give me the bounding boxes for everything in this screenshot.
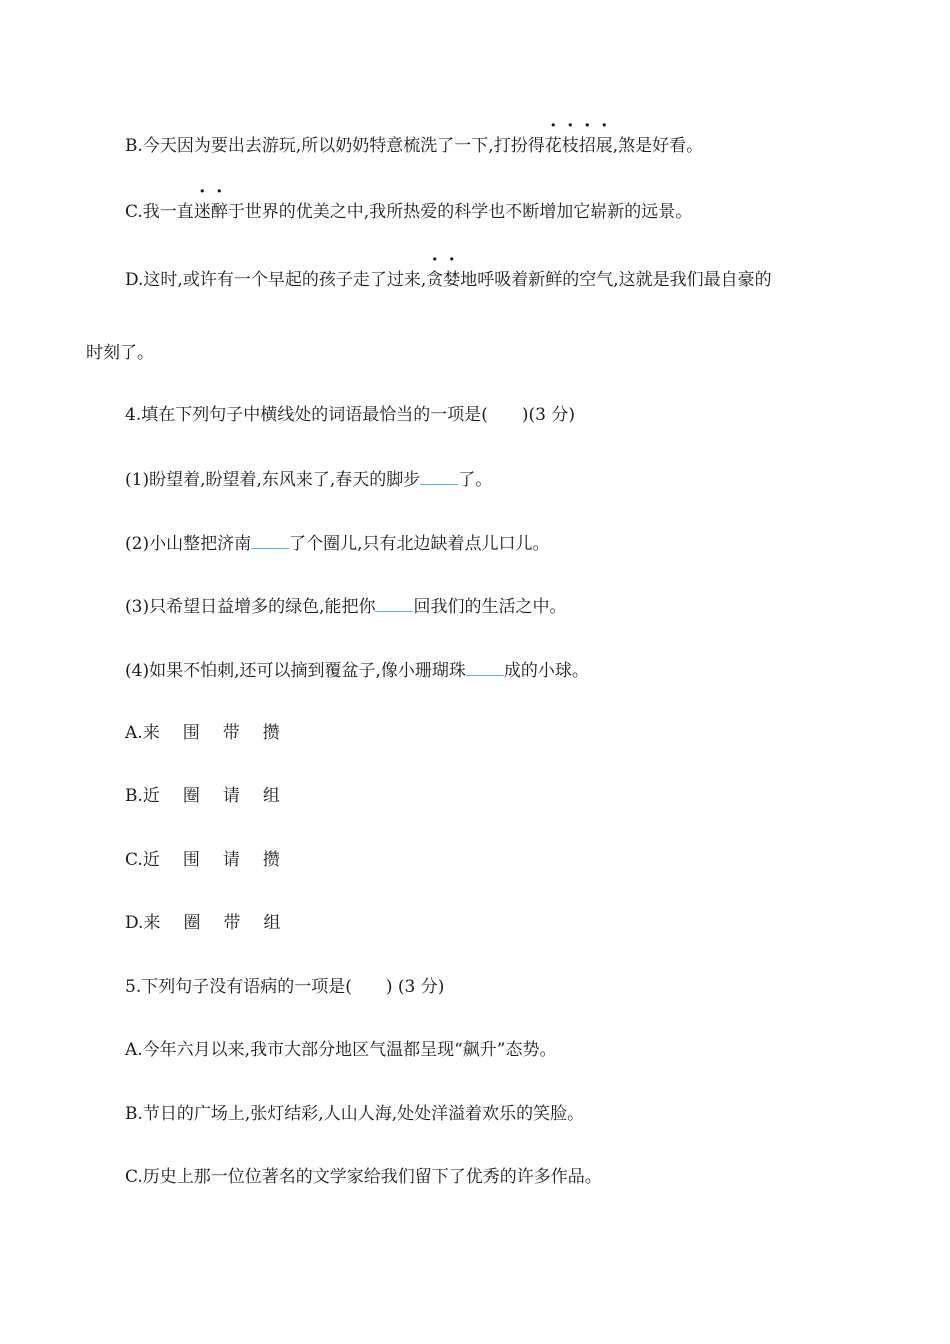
q4-sentence-2 bbox=[125, 530, 550, 556]
q3-d-continuation: 时刻了。 bbox=[86, 343, 154, 363]
option-word: 围 bbox=[182, 723, 200, 743]
option-label: C. bbox=[125, 850, 143, 870]
sentence-text: (1)盼望着,盼望着,东风来了,春天的脚步 bbox=[125, 470, 421, 490]
option-label: D. bbox=[125, 913, 144, 933]
option-word: 圈 bbox=[182, 786, 200, 806]
option-label: B. bbox=[125, 786, 143, 806]
q3-b-text-end: ,煞是好看。 bbox=[612, 136, 704, 156]
emphasis-char: 醉 bbox=[210, 202, 228, 222]
emphasis-char: 招 bbox=[578, 136, 596, 156]
q3-option-c bbox=[125, 200, 692, 224]
option-word: 来 bbox=[143, 913, 161, 933]
option-word: 攒 bbox=[262, 850, 280, 870]
q4-sentence-3 bbox=[125, 593, 566, 619]
option-word: 请 bbox=[222, 850, 240, 870]
option-word: 组 bbox=[263, 913, 281, 933]
option-word: 来 bbox=[142, 723, 160, 743]
sentence-text: (4)如果不怕刺,还可以摘到覆盆子,像小珊瑚珠 bbox=[125, 661, 466, 681]
fill-blank bbox=[251, 530, 289, 549]
option-word: 组 bbox=[262, 786, 280, 806]
q3-c-text-end: 于世界的优美之中,我所热爱的科学也不断增加它崭新的远景。 bbox=[227, 202, 693, 222]
sentence-text-end: 了。 bbox=[458, 470, 493, 490]
q4-sentence-1 bbox=[125, 466, 492, 492]
q4-option-b bbox=[125, 784, 303, 808]
sentence-text: (3)只希望日益增多的绿色,能把你 bbox=[125, 597, 376, 617]
fill-blank bbox=[466, 657, 504, 676]
q3-option-d bbox=[125, 268, 772, 292]
emphasis-char: 婪 bbox=[443, 270, 461, 290]
q3-c-text: C.我一直 bbox=[125, 202, 194, 222]
q3-option-b bbox=[125, 134, 703, 158]
emphasis-char: 花 bbox=[544, 136, 562, 156]
option-word: 近 bbox=[142, 786, 160, 806]
q5-option-c: C.历史上那一位位著名的文学家给我们留下了优秀的许多作品。 bbox=[125, 1167, 602, 1187]
sentence-text-end: 成的小球。 bbox=[503, 661, 589, 681]
sentence-text: (2)小山整把济南 bbox=[125, 534, 252, 554]
option-word: 带 bbox=[223, 913, 241, 933]
q5-title: 5.下列句子没有语病的一项是( ) (3 分) bbox=[125, 977, 445, 997]
sentence-text-end: 回我们的生活之中。 bbox=[413, 597, 567, 617]
q4-option-a bbox=[125, 721, 303, 745]
emphasis-char: 展 bbox=[595, 136, 613, 156]
fill-blank bbox=[420, 466, 458, 485]
q3-d-text-end: 地呼吸着新鲜的空气,这就是我们最自豪的 bbox=[460, 270, 772, 290]
option-word: 请 bbox=[222, 786, 240, 806]
emphasis-char: 迷 bbox=[193, 202, 211, 222]
emphasis-char: 贪 bbox=[426, 270, 444, 290]
q4-option-c bbox=[125, 848, 303, 872]
option-word: 圈 bbox=[183, 913, 201, 933]
q3-d-text: D.这时,或许有一个早起的孩子走了过来, bbox=[125, 270, 427, 290]
q5-option-a: A.今年六月以来,我市大部分地区气温都呈现“飙升”态势。 bbox=[125, 1040, 557, 1060]
option-label: A. bbox=[125, 723, 143, 743]
q5-option-b: B.节日的广场上,张灯结彩,人山人海,处处洋溢着欢乐的笑脸。 bbox=[125, 1104, 585, 1124]
emphasis-char: 枝 bbox=[561, 136, 579, 156]
q4-title: 4.填在下列句子中横线处的词语最恰当的一项是( )(3 分) bbox=[125, 405, 575, 425]
option-word: 攒 bbox=[262, 723, 280, 743]
fill-blank bbox=[375, 593, 413, 612]
q4-sentence-4 bbox=[125, 657, 589, 683]
q4-option-d bbox=[125, 911, 303, 935]
sentence-text-end: 了个圈儿,只有北边缺着点儿口儿。 bbox=[289, 534, 550, 554]
option-word: 近 bbox=[142, 850, 160, 870]
option-word: 围 bbox=[182, 850, 200, 870]
q3-b-text: B.今天因为要出去游玩,所以奶奶特意梳洗了一下,打扮得 bbox=[125, 136, 545, 156]
option-word: 带 bbox=[222, 723, 240, 743]
